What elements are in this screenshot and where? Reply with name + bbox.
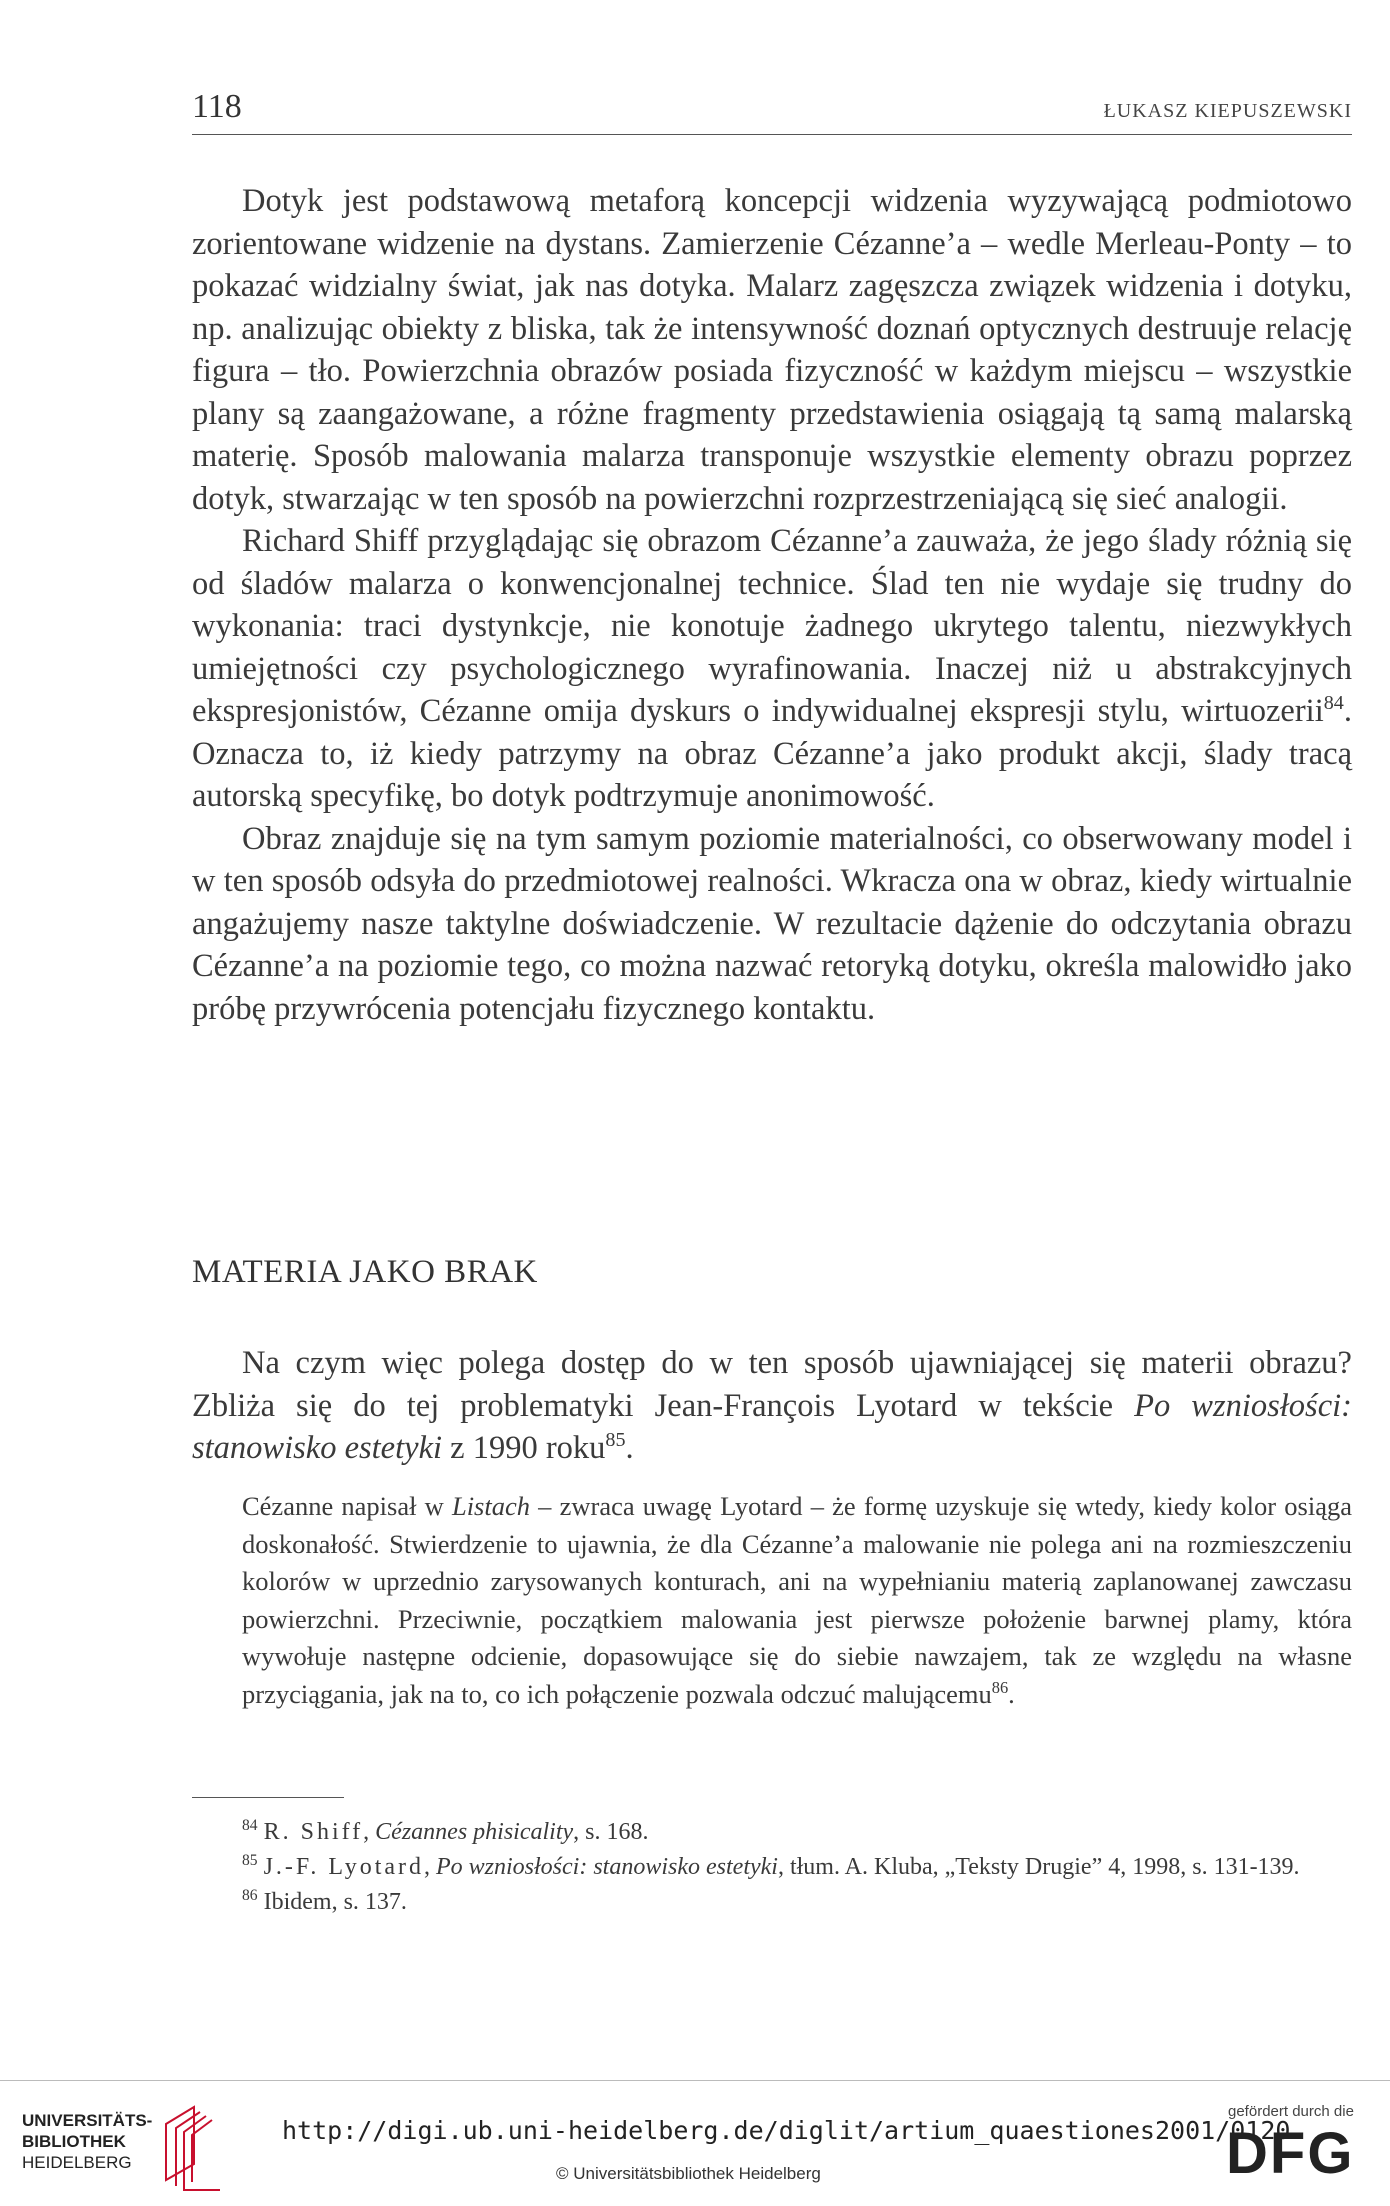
footnote-divider (192, 1797, 344, 1798)
intro-text-cont: z 1990 roku (442, 1430, 606, 1466)
footnote-number: 86 (242, 1887, 258, 1904)
quote-text: Cézanne napisał w (242, 1491, 452, 1521)
source-url-link[interactable]: http://digi.ub.uni-heidelberg.de/diglit/artium_quaestiones2001/0120 (282, 2116, 1291, 2145)
footnotes (192, 1815, 1352, 1920)
paragraph-2 (192, 520, 1352, 818)
footnote-ref-86[interactable]: 86 (991, 1677, 1009, 1697)
intro-cited-title: Po wzniosłości: stanowisko estetyki (192, 1387, 1352, 1466)
footnote-sep: , (363, 1819, 376, 1845)
footnote-author: J.-F. Lyotard (263, 1854, 424, 1880)
footnote-title: Po wzniosłości: stanowisko estetyki (436, 1854, 778, 1880)
block-quote (242, 1488, 1352, 1713)
footnote-85 (192, 1850, 1352, 1885)
page-number: 118 (192, 88, 242, 125)
paragraph-2-text: Richard Shiff przyglądając się obrazom Cézanne’a zauważa, że jego ślady różnią się od śladów malarza o konwencjonalnej technice. Ślad ten nie wydaje się trudny do wykonania: traci dystynkcje, nie konotuje żadnego ukrytego talentu, niezwykłych umiejętności czy psychologicznego wyrafinowania. Inaczej niż u abstrakcyjnych ekspresjonistów, Cézanne omija dyskurs o indywidualnej ekspresji stylu, wirtuozerii (192, 523, 1352, 729)
footnote-number: 85 (242, 1852, 258, 1869)
footnote-86 (192, 1885, 1352, 1920)
running-header (192, 88, 1352, 135)
dfg-logo[interactable] (1228, 2103, 1378, 2193)
quote-cited-title: Listach (451, 1491, 530, 1521)
footnote-ref-84[interactable]: 84 (1323, 692, 1344, 715)
footnote-number: 84 (242, 1817, 258, 1834)
library-line-3: HEIDELBERG (22, 2153, 132, 2172)
main-body (192, 180, 1352, 1030)
quote-text-cont: – zwraca uwagę Lyotard – że formę uzyskuje się wtedy, kiedy kolor osiąga doskonałość. Stwierdzenie to ujawnia, że dla Cézanne’a malowanie nie polega ani na rozmieszczeniu kolorów w uprzednio zarysowanych konturach, ani na wypełnianiu materią zaplanowanej zawczasu powierzchni. Przeciwnie, początkiem malowania jest pierwsze położenie barwnej plamy, która wywołuje następne odcienie, dopasowujące się do siebie nawzajem, tak ze względu na własne przyciągania, jak na to, co ich połączenie pozwala odczuć malującemu (242, 1491, 1352, 1709)
library-line-2: BIBLIOTHEK (22, 2132, 126, 2151)
intro-paragraph (192, 1342, 1352, 1470)
running-author: ŁUKASZ KIEPUSZEWSKI (1103, 100, 1352, 122)
library-logo[interactable] (22, 2102, 242, 2192)
copyright-notice: © Universitätsbibliothek Heidelberg (556, 2164, 821, 2183)
library-name (22, 2110, 152, 2173)
library-line-1: UNIVERSITÄTS- (22, 2111, 153, 2130)
paragraph-3: Obraz znajduje się na tym samym poziomie materialności, co obserwowany model i w ten sposób odsyła do przedmiotowej realności. Wkracza ona w obraz, kiedy wirtualnie angażujemy nasze taktylne doświadczenie. W rezultacie dążenie do odczytania obrazu Cézanne’a na poziomie tego, co można nazwać retoryką dotyku, określa malowidło jako próbę przywrócenia potencjału fizycznego kontaktu. (192, 820, 1352, 1027)
footnote-ref-85[interactable]: 85 (605, 1429, 626, 1452)
paragraph-1: Dotyk jest podstawową metaforą koncepcji widzenia wyzywającą podmiotowo zorientowane widzenie na dystans. Zamierzenie Cézanne’a – wedle Merleau-Ponty – to pokazać widzialny świat, jak nas dotyka. Malarz zagęszcza związek widzenia i dotyku, np. analizując obiekty z bliska, tak że intensywność doznań optycznych destruuje relację figura – tło. Powierzchnia obrazów posiada fizyczność w każdym miejscu – wszystkie plany są zaangażowane, a różne fragmenty przedstawienia osiągają tą samą malarską materię. Sposób malowania malarza transponuje wszystkie elementy obrazu poprzez dotyk, stwarzając w ten sposób na powierzchni rozprzestrzeniającą się sieć analogii. (192, 183, 1352, 517)
footer-divider (0, 2080, 1390, 2081)
intro-text: Na czym więc polega dostęp do w ten sposób ujawniającej się materii obrazu? Zbliża się do tej problematyki Jean-François Lyotard w tekście (192, 1345, 1352, 1424)
library-emblem-icon (154, 2102, 234, 2192)
funder-name: DFG (1226, 2121, 1355, 2186)
footnote-title: Cézannes phisicality (375, 1819, 574, 1845)
funder-note: gefördert durch die (1228, 2103, 1354, 2120)
footnote-sep: , (424, 1854, 436, 1880)
footnote-author: R. Shiff (263, 1819, 364, 1845)
footnote-rest: , tłum. A. Kluba, „Teksty Drugie” 4, 1998, s. 131-139. (777, 1854, 1300, 1880)
section-intro (192, 1342, 1352, 1470)
footnote-84 (192, 1815, 1352, 1850)
footnote-text: Ibidem, s. 137. (263, 1889, 407, 1915)
footnote-rest: , s. 168. (573, 1819, 649, 1845)
paragraph-2-text-cont: . Oznacza to, iż kiedy patrzymy na obraz Cézanne’a jako produkt akcji, ślady tracą autorską specyfikę, bo dotyk podtrzymuje anonimowość. (192, 693, 1352, 814)
quote-text-end: . (1008, 1678, 1015, 1709)
intro-text-end: . (625, 1430, 634, 1466)
section-heading: MATERIA JAKO BRAK (192, 1254, 538, 1290)
